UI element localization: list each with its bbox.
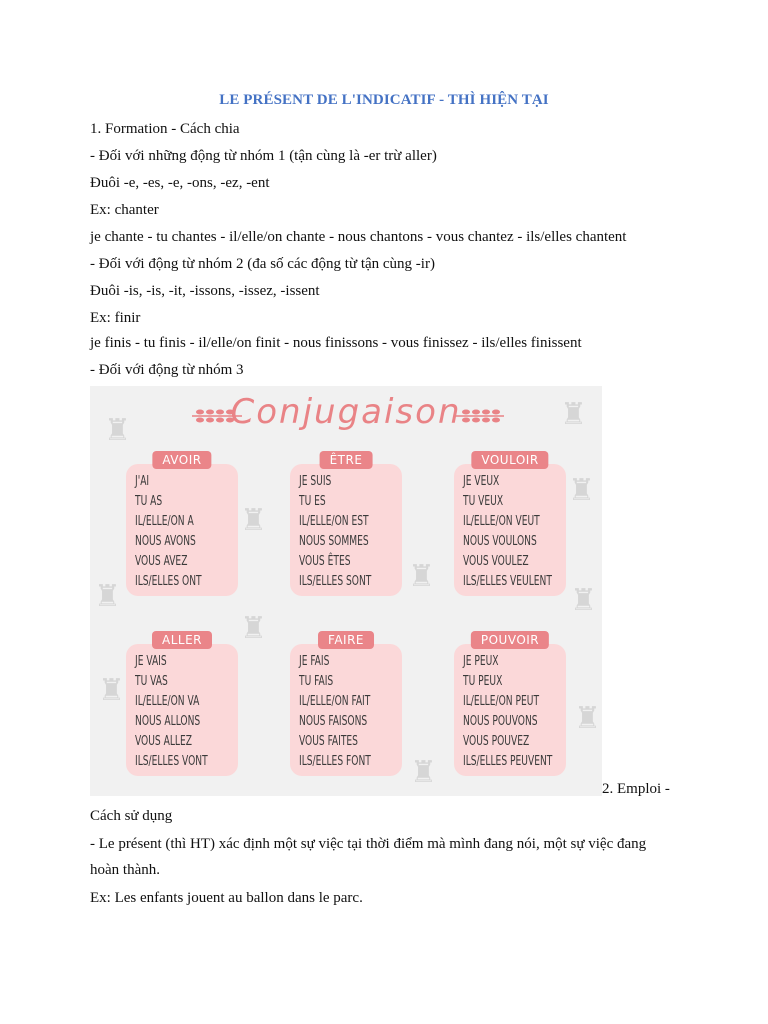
eiffel-tower-icon: ♜: [240, 504, 267, 537]
eiffel-tower-icon: ♜: [410, 756, 437, 789]
conjugation-line: NOUS ALLONS: [135, 714, 201, 729]
eiffel-tower-icon: ♜: [98, 674, 125, 707]
conjugation-line: J'AI: [135, 474, 150, 489]
conjugation-line: NOUS VOULONS: [463, 534, 537, 549]
eiffel-tower-icon: ♜: [240, 612, 267, 645]
conjugation-line: JE FAIS: [299, 654, 330, 669]
card-lines: [299, 472, 371, 592]
conjugation-line: TU ES: [299, 494, 326, 509]
text-line: Ex: chanter: [90, 202, 159, 218]
conjugation-line: ILS/ELLES FONT: [299, 754, 371, 769]
card-label: ÊTRE: [320, 451, 373, 469]
conjugation-line: NOUS POUVONS: [463, 714, 538, 729]
text-line: - Đối với động từ nhóm 3: [90, 362, 244, 378]
conjugation-line: VOUS VOULEZ: [463, 554, 529, 569]
conjugation-line: JE VAIS: [135, 654, 167, 669]
card-label: AVOIR: [152, 451, 211, 469]
conjugation-line: IL/ELLE/ON EST: [299, 514, 369, 529]
conjugation-line: JE VEUX: [463, 474, 500, 489]
eiffel-tower-icon: ♜: [104, 414, 131, 447]
text-line: Ex: finir: [90, 310, 141, 326]
text-line: hoàn thành.: [90, 862, 160, 878]
document-title: LE PRÉSENT DE L'INDICATIF - THÌ HIỆN TẠI: [219, 92, 549, 108]
conjugaison-image: [90, 386, 602, 796]
conjugation-line: ILS/ELLES PEUVENT: [463, 754, 553, 769]
eiffel-tower-icon: ♜: [568, 474, 595, 507]
card-vouloir: [454, 453, 566, 596]
conjugation-line: TU VEUX: [463, 494, 504, 509]
eiffel-tower-icon: ♜: [408, 560, 435, 593]
eiffel-tower-icon: ♜: [560, 398, 587, 431]
conjugation-line: ILS/ELLES VEULENT: [463, 574, 552, 589]
conjugation-line: JE SUIS: [299, 474, 332, 489]
emploi-heading: 2. Emploi -: [602, 781, 670, 797]
conjugation-line: TU VAS: [135, 674, 168, 689]
conjugation-line: ILS/ELLES ONT: [135, 574, 202, 589]
conjugation-line: VOUS ÊTES: [299, 554, 351, 569]
conjugation-line: NOUS FAISONS: [299, 714, 368, 729]
card-faire: [290, 633, 402, 776]
conjugation-line: VOUS AVEZ: [135, 554, 188, 569]
conjugation-line: IL/ELLE/ON FAIT: [299, 694, 371, 709]
text-line: 1. Formation - Cách chia: [90, 121, 240, 137]
card-label: POUVOIR: [471, 631, 549, 649]
card-aller: [126, 633, 238, 776]
conjugation-line: IL/ELLE/ON VEUT: [463, 514, 540, 529]
conjugation-line: ILS/ELLES VONT: [135, 754, 208, 769]
conjugation-line: TU FAIS: [299, 674, 334, 689]
card-label: ALLER: [152, 631, 212, 649]
conjugation-line: VOUS ALLEZ: [135, 734, 193, 749]
text-line: je finis - tu finis - il/elle/on finit - nous finissons - vous finissez - ils/elles finissent: [90, 335, 582, 351]
conjugation-line: TU PEUX: [463, 674, 503, 689]
card-label: FAIRE: [318, 631, 374, 649]
conjugation-line: IL/ELLE/ON PEUT: [463, 694, 540, 709]
text-line: Ex: Les enfants jouent au ballon dans le parc.: [90, 890, 363, 906]
text-line: - Đối với động từ nhóm 2 (đa số các động từ tận cùng -ir): [90, 256, 435, 272]
text-line: - Le présent (thì HT) xác định một sự việc tại thời điểm mà mình đang nói, một sự việc đang: [90, 836, 647, 852]
text-line: Đuôi -is, -is, -it, -issons, -issez, -issent: [90, 283, 320, 299]
conjugation-line: IL/ELLE/ON VA: [135, 694, 200, 709]
card-etre: [290, 453, 402, 596]
conjugaison-title: Conjugaison: [230, 392, 462, 432]
card-lines: [463, 472, 552, 592]
eiffel-tower-icon: ♜: [570, 584, 597, 617]
card-lines: [463, 652, 552, 772]
eiffel-tower-icon: ♜: [574, 702, 601, 735]
card-lines: [135, 652, 208, 772]
conjugation-line: VOUS FAITES: [299, 734, 358, 749]
card-label: VOULOIR: [471, 451, 548, 469]
text-line: Cách sử dụng: [90, 808, 173, 824]
conjugation-line: VOUS POUVEZ: [463, 734, 530, 749]
conjugation-line: JE PEUX: [463, 654, 499, 669]
text-line: je chante - tu chantes - il/elle/on chante - nous chantons - vous chantez - ils/elles chantent: [90, 229, 627, 245]
conjugation-line: IL/ELLE/ON A: [135, 514, 194, 529]
eiffel-tower-icon: ♜: [94, 580, 121, 613]
text-line: - Đối với những động từ nhóm 1 (tận cùng là -er trừ aller): [90, 148, 437, 164]
card-lines: [299, 652, 371, 772]
conjugation-line: NOUS SOMMES: [299, 534, 369, 549]
card-lines: [135, 472, 202, 592]
conjugation-line: TU AS: [135, 494, 163, 509]
text-line: Đuôi -e, -es, -e, -ons, -ez, -ent: [90, 175, 270, 191]
card-pouvoir: [454, 633, 566, 776]
conjugation-line: NOUS AVONS: [135, 534, 196, 549]
card-avoir: [126, 453, 238, 596]
conjugation-line: ILS/ELLES SONT: [299, 574, 372, 589]
